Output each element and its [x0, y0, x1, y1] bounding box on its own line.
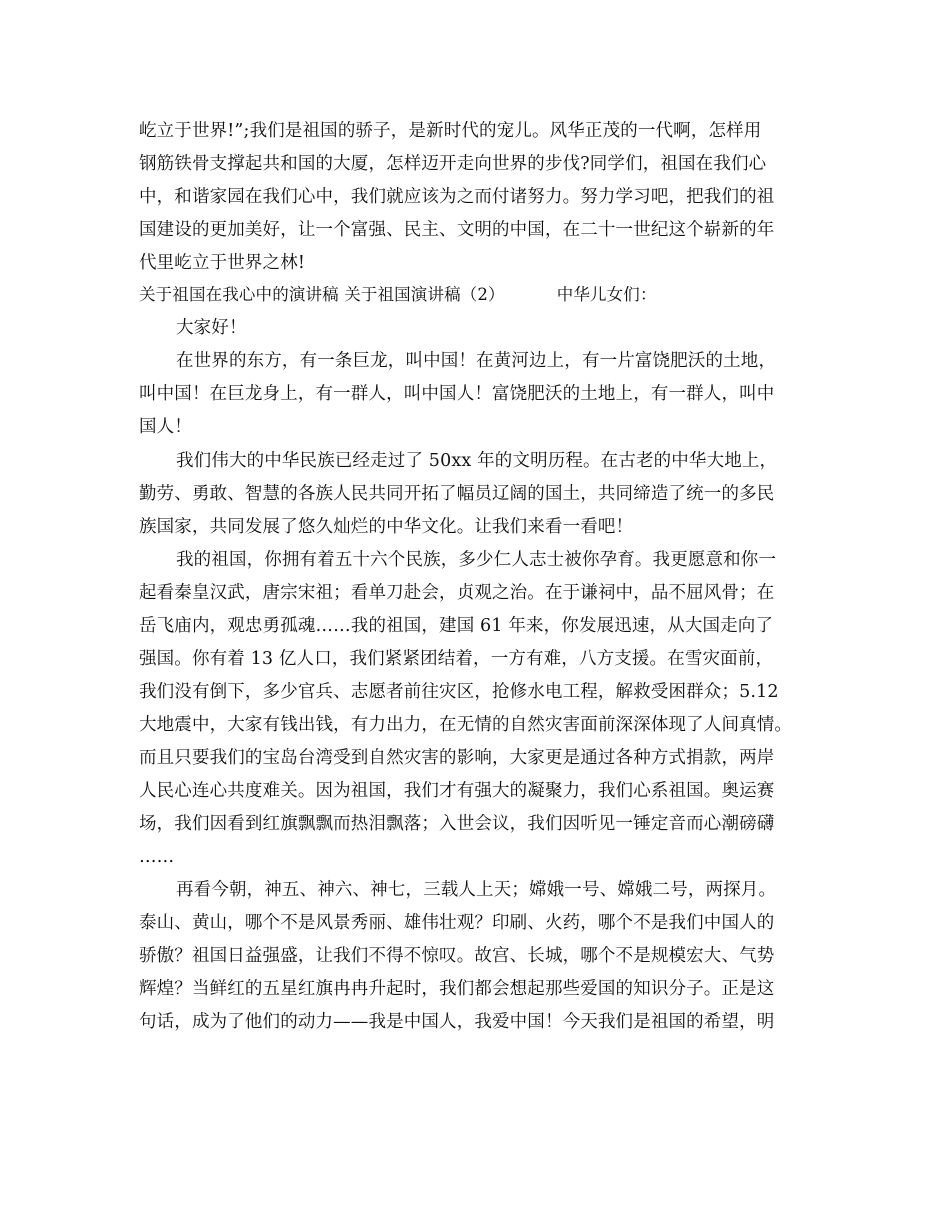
section-heading — [139, 284, 657, 306]
text-line: 人民心连心共度难关。因为祖国，我们才有强大的凝聚力，我们心系祖国。奥运赛 — [139, 781, 775, 801]
text-line: 国建设的更加美好，让一个富强、民主、文明的中国，在二十一世纪这个崭新的年 — [139, 220, 775, 240]
text-line: 大家好！ — [176, 318, 247, 338]
text-line: 起看秦皇汉武，唐宗宋祖；看单刀赴会，贞观之治。在于谦祠中，品不屈风骨；在 — [139, 583, 775, 603]
text-line: 族国家，共同发展了悠久灿烂的中华文化。让我们来看一看吧！ — [139, 517, 634, 537]
text-line: 屹立于世界!”;我们是祖国的骄子，是新时代的宠儿。风华正茂的一代啊，怎样用 — [139, 121, 762, 141]
text-line: …… — [139, 847, 175, 867]
text-line: 再看今朝，神五、神六、神七，三载人上天；嫦娥一号、嫦娥二号，两探月。 — [176, 880, 777, 900]
text-line: 场，我们因看到红旗飘飘而热泪飘落；入世会议，我们因听见一锤定音而心潮磅礴 — [139, 814, 775, 834]
salutation: 中华儿女们： — [556, 285, 657, 304]
text-line: 大地震中，大家有钱出钱，有力出力，在无情的自然灾害面前深深体现了人间真情。 — [139, 715, 793, 735]
text-line: 而且只要我们的宝岛台湾受到自然灾害的影响，大家更是通过各种方式捐款，两岸 — [139, 748, 775, 768]
section-title: 关于祖国在我心中的演讲稿 关于祖国演讲稿（2） — [139, 285, 505, 304]
text-line: 强国。你有着 13 亿人口，我们紧紧团结着，一方有难，八方支援。在雪灾面前， — [139, 649, 774, 669]
text-line: 中，和谐家园在我们心中，我们就应该为之而付诸努力。努力学习吧，把我们的祖 — [139, 187, 775, 207]
text-line: 泰山、黄山，哪个不是风景秀丽、雄伟壮观？印刷、火药，哪个不是我们中国人的 — [139, 913, 775, 933]
text-line: 代里屹立于世界之林! — [139, 253, 306, 273]
text-line: 我们伟大的中华民族已经走过了 50xx 年的文明历程。在古老的中华大地上， — [176, 451, 778, 471]
text-line: 勤劳、勇敢、智慧的各族人民共同开拓了幅员辽阔的国土，共同缔造了统一的多民 — [139, 484, 775, 504]
text-line: 我的祖国，你拥有着五十六个民族，多少仁人志士被你孕育。我更愿意和你一 — [176, 550, 777, 570]
text-line: 骄傲？祖国日益强盛，让我们不得不惊叹。故宫、长城，哪个不是规模宏大、气势 — [139, 946, 775, 966]
text-line: 我们没有倒下，多少官兵、志愿者前往灾区，抢修水电工程，解救受困群众；5.12 — [139, 682, 779, 702]
text-line: 在世界的东方，有一条巨龙，叫中国！在黄河边上，有一片富饶肥沃的土地， — [176, 351, 777, 371]
text-line: 叫中国！在巨龙身上，有一群人，叫中国人！富饶肥沃的土地上，有一群人，叫中 — [139, 384, 775, 404]
text-line: 句话，成为了他们的动力——我是中国人，我爱中国！今天我们是祖国的希望，明 — [139, 1012, 775, 1032]
text-line: 岳飞庙内，观忠勇孤魂……我的祖国，建国 61 年来，你发展迅速，从大国走向了 — [139, 616, 774, 636]
text-line: 辉煌？当鲜红的五星红旗冉冉升起时，我们都会想起那些爱国的知识分子。正是这 — [139, 979, 775, 999]
text-line: 钢筋铁骨支撑起共和国的大厦，怎样迈开走向世界的步伐?同学们，祖国在我们心 — [139, 154, 767, 174]
text-line: 国人！ — [139, 417, 192, 437]
